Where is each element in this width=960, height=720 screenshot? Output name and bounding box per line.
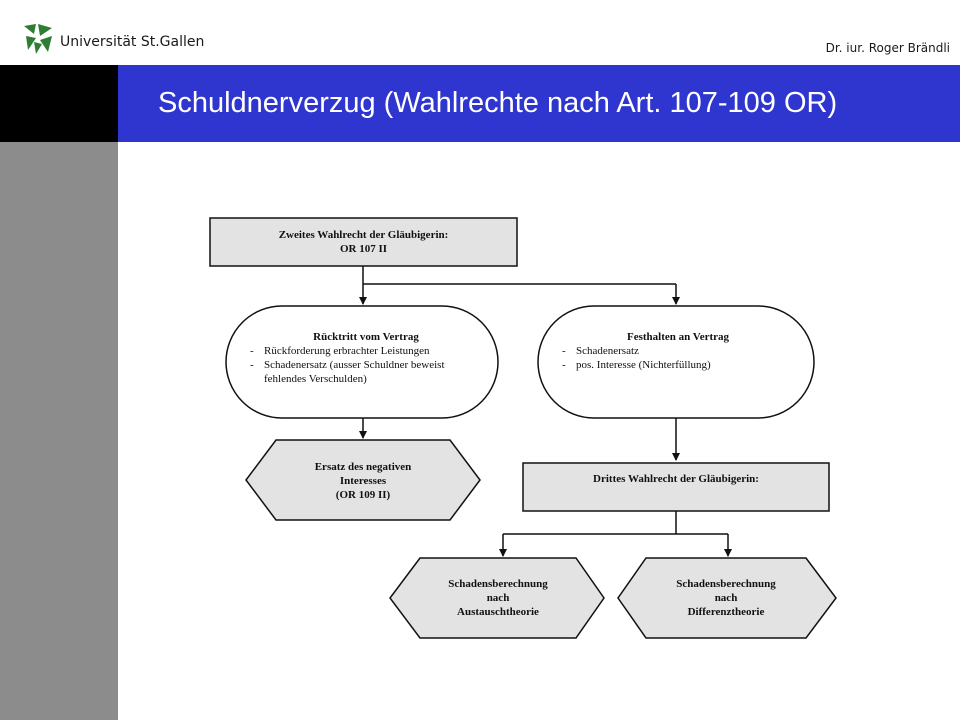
flow-diagram bbox=[118, 142, 960, 720]
corner-block bbox=[0, 65, 118, 142]
university-logo bbox=[22, 22, 252, 62]
left-oval-bullet-2: - Schadenersatz (ausser Schuldner beweist fehlendes Verschulden) bbox=[250, 359, 445, 385]
title-bar bbox=[118, 65, 960, 142]
author-name: Dr. iur. Roger Brändli bbox=[825, 41, 950, 55]
slide-title: Schuldnerverzug (Wahlrechte nach Art. 107-109 OR) bbox=[158, 87, 838, 119]
third-box bbox=[523, 463, 829, 511]
top-box-label: Zweites Wahlrecht der Gläubigerin: OR 107 II bbox=[278, 229, 449, 255]
right-oval-title: Festhalten an Vertrag bbox=[626, 331, 730, 343]
third-box-label: Drittes Wahlrecht der Gläubigerin: bbox=[593, 473, 759, 485]
right-oval-content bbox=[562, 330, 794, 372]
left-oval-content bbox=[250, 330, 482, 386]
hex-austausch-label: Schadensberechnung nach Austauschtheorie bbox=[448, 578, 548, 618]
hex-differenz-label: Schadensberechnung nach Differenztheorie bbox=[676, 578, 776, 618]
right-oval-bullet-2: - pos. Interesse (Nichterfüllung) bbox=[562, 359, 711, 371]
logo-text: Universität St.Gallen bbox=[60, 34, 205, 50]
left-oval-title: Rücktritt vom Vertrag bbox=[313, 331, 419, 343]
left-oval-bullet-1: - Rückforderung erbrachter Leistungen bbox=[250, 345, 430, 357]
left-sidebar-stripe bbox=[0, 142, 118, 720]
right-oval-bullet-1: - Schadenersatz bbox=[562, 345, 639, 357]
hsg-leaf-icon bbox=[22, 22, 56, 56]
hex-negative-interest-label: Ersatz des negativen Interesses (OR 109 II) bbox=[314, 461, 412, 501]
